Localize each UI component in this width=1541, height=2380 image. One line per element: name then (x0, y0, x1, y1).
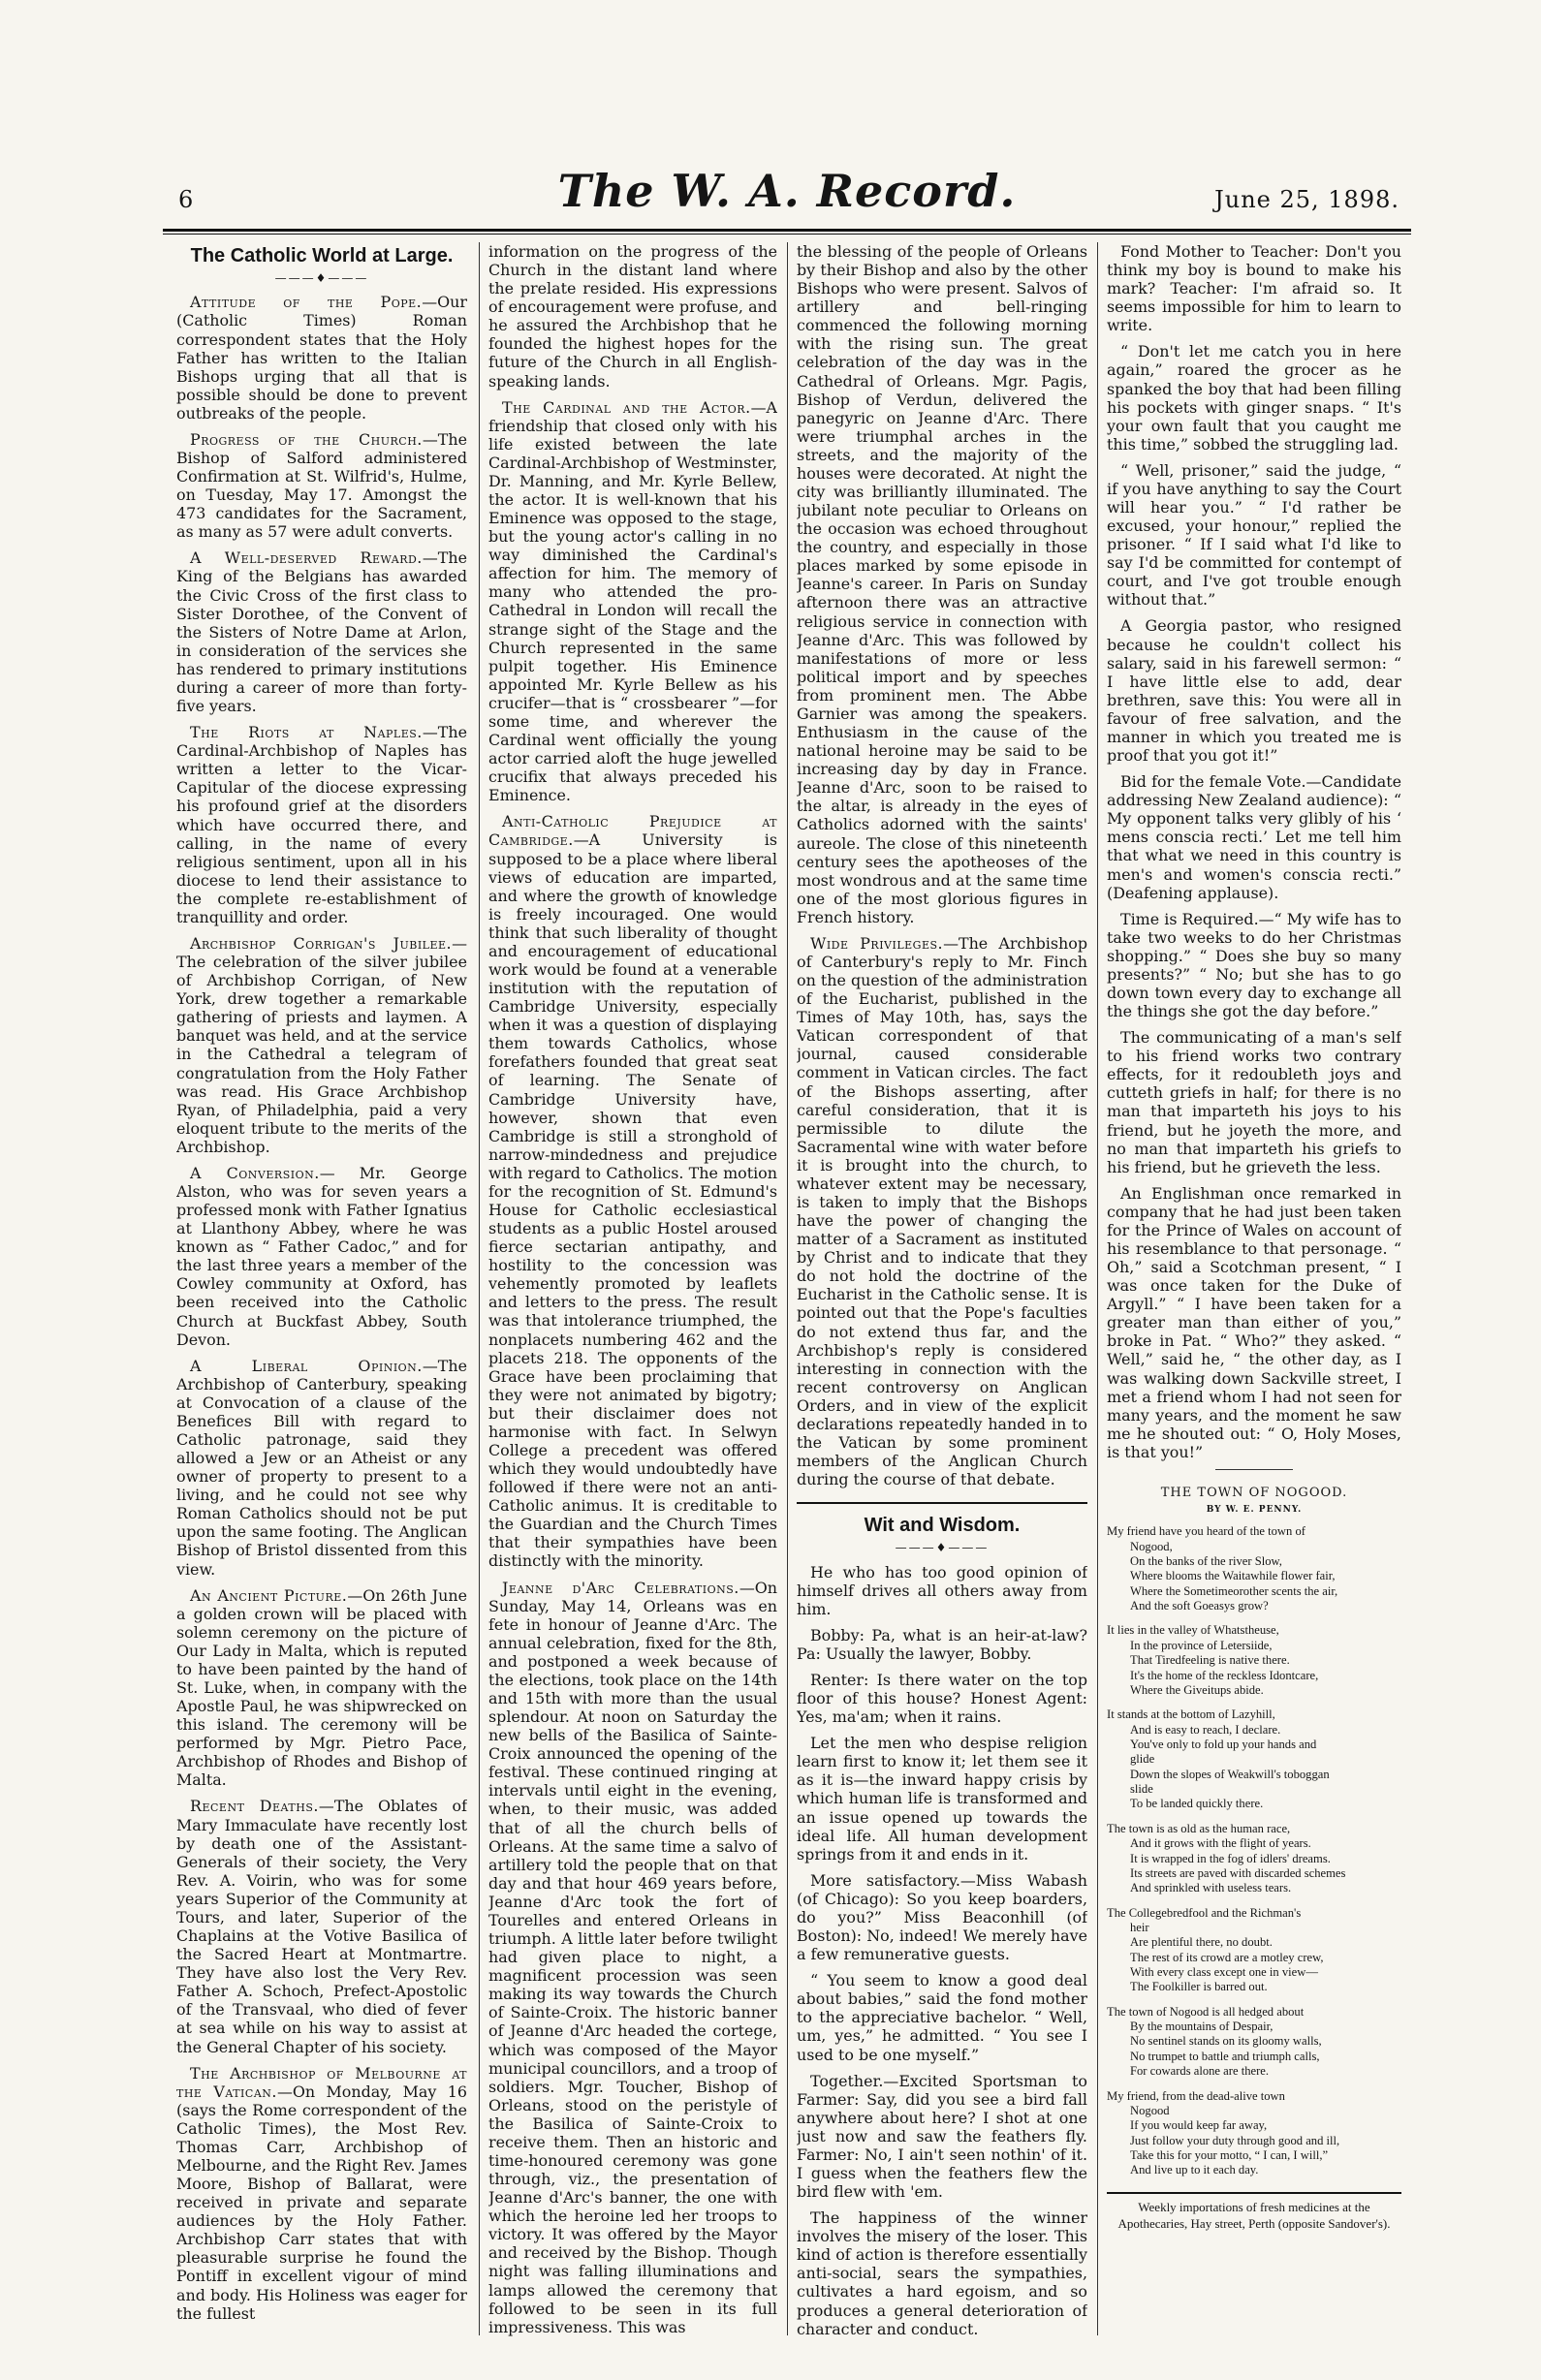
article-paragraph (797, 934, 1087, 1488)
poem-line: It is wrapped in the fog of idlers' dreams. (1130, 1851, 1331, 1865)
poem-title: THE TOWN OF NOGOOD. (1160, 1485, 1348, 1500)
column-divider (479, 242, 480, 2335)
advertisement: Weekly importations of fresh medicines at the Apothecaries, Hay street, Perth (opposite Sandover's). (1107, 2192, 1401, 2233)
article-heading: Jeanne d'Arc Celebrations. (502, 1578, 739, 1597)
divider (1215, 1469, 1293, 1470)
poem-stanza (1107, 2089, 1401, 2178)
article-heading: Archbishop Corrigan's Jubilee. (190, 933, 453, 953)
ornament: ———♦——— (895, 1541, 990, 1555)
poem-line: The rest of its crowd are a motley crew, (1130, 1950, 1324, 1964)
article-paragraph (176, 430, 467, 541)
columns (163, 242, 1411, 2351)
joke-paragraph: “ Don't let me catch you in here again,” roared the grocer as he spanked the boy that had been filling his pockets with ginger snaps. “ It's your own fault that you caught me this time,” sobbed the struggling lad. (1107, 342, 1401, 454)
poem-line: slide (1130, 1782, 1153, 1797)
article-body: —A friendship that closed only with his life existed between the late Cardinal-Archbishop of Westminster, Dr. Manning, and Mr. Kyrle Bellew, the actor. It is well-known that his Eminence was opposed to the stage, but the young actor's calling in no way diminished the Cardinal's affection for him. The memory of many who attended the pro-Cathedral in London will recall the strange sight of the Stage and the Church represented in the same pulpit together. His Eminence appointed Mr. Kyrle Bellew as his crucifer—that is “ crossbearer ”—for some time, and wherever the Cardinal went officially the young actor carried aloft the huge jewelled crucifix that always preceded his Eminence. (488, 397, 777, 805)
joke-paragraph: A Georgia pastor, who resigned because he couldn't collect his salary, said in his farewell sermon: “ I have little else to add, dear brethren, save this: You were all in favour of free salvation, and the manner in which you treated me is proof that you got it!” (1107, 616, 1401, 766)
poem-line: Where blooms the Waitawhile flower fair, (1130, 1569, 1336, 1583)
poem-line: And live up to it each day. (1130, 2163, 1259, 2177)
masthead (163, 165, 1411, 225)
article-paragraph (176, 548, 467, 715)
article-heading: Progress of the Church. (190, 429, 423, 449)
poem-line: For cowards alone are there. (1130, 2064, 1270, 2079)
poem-stanza (1107, 2005, 1401, 2080)
poem-line: That Tiredfeeling is native there. (1130, 1653, 1290, 1668)
article-paragraph (176, 1797, 467, 2055)
article-body: —Our (Catholic Times) Roman correspondent states that the Holy Father has written to the Italian Bishops urging that all that is possible should be done to prevent outbreaks of the people. (176, 293, 467, 423)
poem-line: Nogood, (1130, 1539, 1173, 1553)
newspaper-title: The W. A. Record. (557, 165, 1017, 217)
poem-line: Take this for your motto, “ I can, I will,” (1130, 2147, 1329, 2162)
ornament: ———♦——— (274, 271, 369, 285)
poem-line: And is easy to reach, I declare. (1130, 1722, 1281, 1737)
poem-line: The Collegebredfool and the Richman's (1107, 1905, 1302, 1920)
poem-line: On the banks of the river Slow, (1130, 1554, 1282, 1569)
wit-paragraph: He who has too good opinion of himself drives all others away from him. (797, 1562, 1087, 1618)
poem-line: And sprinkled with useless tears. (1130, 1881, 1292, 1895)
poem-line: Nogood (1130, 2103, 1170, 2117)
article-heading: Anti-Catholic Prejudice at Cambridge. (488, 812, 777, 850)
poem-stanza (1107, 1707, 1401, 1812)
article-heading: An Ancient Picture. (190, 1585, 348, 1605)
column-2 (488, 242, 777, 2351)
poem-stanza (1107, 1906, 1401, 1995)
joke-paragraph: The communicating of a man's self to his friend works two contrary effects, for it redoubleth joys and cutteth griefs in half; for there is no man that imparteth his joys to his friend, but he joyeth the more, and no man that imparteth his griefs to his friend, but he grieveth the less. (1107, 1028, 1401, 1176)
joke-paragraph: Fond Mother to Teacher: Don't you think my boy is bound to make his mark? Teacher: I'm afraid so. It seems impossible for him to learn to write. (1107, 242, 1401, 335)
article-heading: A Conversion. (190, 1163, 320, 1182)
article-body: —The King of the Belgians has awarded the Civic Cross of the first class to Sister Dorothee, of the Convent of the Sisters of Notre Dame at Arlon, in consideration of the services she has rendered to primary institutions during a career of more than forty-five years. (176, 548, 467, 716)
article-continuation: information on the progress of the Church in the distant land where the prelate resided. His expressions of encouragement were profuse, and he assured the Archbishop that he founded the highest hopes for the future of the Church in all English-speaking lands. (488, 242, 777, 391)
article-body: —On 26th June a golden crown will be placed with solemn ceremony on the picture of Our Lady in Malta, which is reputed to have been painted by the hand of St. Luke, when, in company with the Apostle Paul, he was shipwrecked on this island. The ceremony will be performed by Mgr. Pietro Pace, Archbishop of Rhodes and Bishop of Malta. (176, 1585, 467, 1790)
joke-paragraph: Time is Required.—“ My wife has to take two weeks to do her Christmas shopping.” “ Does she buy so many presents?” “ No; but she has to go down town every day to exchange all the things she got the day before.” (1107, 909, 1401, 1021)
column-divider (787, 242, 788, 2335)
poem-stanza (1107, 1623, 1401, 1698)
poem-line: Are plentiful there, no doubt. (1130, 1935, 1273, 1950)
poem-line: heir (1130, 1920, 1149, 1934)
poem-line: No sentinel stands on its gloomy walls, (1130, 2034, 1322, 2049)
poem-line: It's the home of the reckless Idontcare, (1130, 1668, 1319, 1682)
poem-line: The Foolkiller is barred out. (1130, 1980, 1268, 1994)
wit-paragraph: The happiness of the winner involves the misery of the loser. This kind of action is therefore essentially anti-social, sears the sympathies, cultivates a hard egoism, and so produces a general deterioration of character and conduct. (797, 2208, 1087, 2338)
poem-line: Where the Sometimeorother scents the air, (1130, 1583, 1338, 1598)
wit-list (797, 1563, 1087, 2338)
wit-paragraph: More satisfactory.—Miss Wabash (of Chicago): So you keep boarders, do you?” Miss Beaconhill (of Boston): No, indeed! We merely have a few remunerative guests. (797, 1870, 1087, 1964)
poem-line: No trumpet to battle and triumph calls, (1130, 2049, 1320, 2063)
joke-paragraph: Bid for the female Vote.—Candidate addressing New Zealand audience): “ My opponent talks very glibly of his ‘ mens conscia recti.’ Let me tell him that what we need in this country is men's and women's conscia recti.” (Deafening applause). (1107, 772, 1401, 902)
article-list (488, 398, 777, 2336)
article-continuation: the blessing of the people of Orleans by their Bishop and also by the other Bishops who were present. Salvos of artillery and bell-ringing commenced the following morning with the rising sun. The great celebration of the day was in the Cathedral of Orleans. Mgr. Pagis, Bishop of Verdun, delivered the panegyric on Jeanne d'Arc. There were triumphal arches in the streets, and the majority of the houses were decorated. At night the city was brilliantly illuminated. The jubilant note peculiar to Orleans on the occasion was echoed throughout the country, and especially in those places marked by some episode in Jeanne's career. In Paris on Sunday afternoon there was an attractive religious service in connection with Jeanne d'Arc. This was followed by manifestations of more or less political import and by speeches from prominent men. The Abbe Garnier was among the speakers. Enthusiasm in the cause of the national heroine may be said to be increasing day by day in France. Jeanne d'Arc, soon to be raised to the altar, is already in the eyes of Catholics adorned with the saints' aureole. The close of this nineteenth century sees the apotheoses of the most wondrous and at the same time one of the most glorious figures in French history. (797, 242, 1087, 926)
article-heading: Recent Deaths. (190, 1797, 319, 1816)
poem-line: You've only to fold up your hands and (1130, 1737, 1317, 1751)
jokes-list (1107, 242, 1401, 1461)
masthead-rule (163, 229, 1411, 232)
article-paragraph (176, 1586, 467, 1790)
newspaper-page (163, 165, 1411, 2351)
article-paragraph (176, 293, 467, 423)
article-list (176, 293, 467, 2322)
article-body: —On Sunday, May 14, Orleans was en fete in honour of Jeanne d'Arc. The annual celebration, fixed for the 8th, and postponed a week because of the elections, took place on the 14th and 15th with more than the usual splendour. At noon on Saturday the new bells of the Basilica of Sainte-Croix announced the opening of the festival. These continued ringing at intervals until eight in the evening, when, to their music, was added that of all the church bells of Orleans. At the same time a salvo of artillery told the people that on that day and that hour 469 years before, Jeanne d'Arc took the fort of Tourelles and entered Orleans in triumph. A little later before twilight had given place to night, a magnificent procession was seen making its way towards the Church of Sainte-Croix. The historic banner of Jeanne d'Arc headed the cortege, which was composed of the Mayor municipal councillors, and a troop of soldiers. Mgr. Toucher, Bishop of Orleans, stood on the peristyle of the Basilica of Sainte-Croix to receive them. Then an historic and time-honoured ceremony was gone through, viz., the presentation of Jeanne d'Arc's banner, the one with which the heroine led her troops to victory. It was offered by the Mayor and received by the Bishop. Though night was falling illuminations and lamps allowed the ceremony that followed to be seen in its full impressiveness. This was (488, 1578, 777, 2336)
poem-line: My friend, from the dead-alive town (1107, 2088, 1285, 2103)
article-paragraph (176, 723, 467, 926)
article-paragraph (176, 1164, 467, 1349)
article-paragraph (176, 1357, 467, 1579)
article-paragraph (488, 812, 777, 1570)
article-heading: A Liberal Opinion. (190, 1356, 423, 1375)
poem-line: In the province of Letersiide, (1130, 1638, 1273, 1652)
article-heading: A Well-deserved Reward. (190, 548, 423, 568)
poem-line: The town is as old as the human race, (1107, 1821, 1291, 1835)
article-paragraph (488, 398, 777, 805)
article-paragraph (176, 934, 467, 1156)
poem-line: glide (1130, 1752, 1155, 1767)
column-4 (1107, 242, 1401, 2351)
wit-paragraph: “ You seem to know a good deal about babies,” said the fond mother to the appreciative bachelor. “ Well, um, yes,” he admitted. “ You see I used to be one myself.” (797, 1971, 1087, 2064)
poem-line: By the mountains of Despair, (1130, 2020, 1274, 2034)
poem-line: My friend have you heard of the town of (1107, 1524, 1305, 1539)
article-body: —The Bishop of Salford administered Confirmation at St. Wilfrid's, Hulme, on Tuesday, May 17. Amongst the 473 candidates for the Sacrament, as many as 57 were adult converts. (176, 429, 467, 542)
article-body: —A University is supposed to be a place where liberal views of education are imparted, and where the growth of knowledge is freely incouraged. One would think that such liberality of thought and encouragement of educational work would be found at a venerable institution with the reputation of Cambridge University, especially when it was a question of displaying them towards Catholics, whose forefathers founded that great seat of learning. The Senate of Cambridge University have, however, shown that even Cambridge is still a stronghold of narrow-mindedness and prejudice with regard to Catholics. The motion for the recognition of St. Edmund's House for Catholic ecclesiastical students as a public Hostel aroused fierce sectarian antipathy, and hostility to the concession was vehemently promoted by leaflets and letters to the press. The result was that intolerance triumphed, the nonplacets numbering 462 and the placets 218. The opponents of the Grace have been proclaiming that they were not animated by bigotry; but their disclaimer does not harmonise with fact. In Selwyn College a precedent was offered which they would undoubtedly have followed if there were not an anti-Catholic animus. It is creditable to the Guardian and the Church Times that their sympathies have been distinctly with the minority. (488, 830, 777, 1571)
article-heading: Wide Privileges. (810, 933, 944, 953)
joke-paragraph: An Englishman once remarked in company that he had just been taken for the Prince of Wales on account of his resemblance to that personage. “ Oh,” said a Scotchman present, “ I was once taken for the Duke of Argyll.” “ I have been taken for a greater man than either of you,” broke in Pat. “ Who?” they asked. “ Well,” said he, “ the other day, as I was walking down Sackville street, I met a friend whom I had not seen for many years, and the moment he saw me he shouted out: “ O, Holy Moses, is that you!” (1107, 1183, 1401, 1461)
poem-line: Down the slopes of Weakwill's toboggan (1130, 1767, 1330, 1781)
article-heading: Attitude of the Pope. (190, 293, 423, 312)
article-heading: The Riots at Naples. (190, 723, 423, 742)
poem-line: To be landed quickly there. (1130, 1797, 1264, 1811)
article-body: —The Oblates of Mary Immaculate have recently lost by death one of the Assistant-Generals of their society, the Very Rev. A. Voirin, who was for some years Superior of the Community at Tours, and later, Superior of the Chaplains at the Votive Basilica of the Sacred Heart at Montmartre. They have also lost the Very Rev. Father A. Schoch, Prefect-Apostolic of the Transvaal, who died of fever at sea while on his way to assist at the General Chapter of his society. (176, 1797, 467, 2056)
poem-line: It lies in the valley of Whatstheuse, (1107, 1623, 1279, 1638)
poem (1107, 1524, 1401, 2177)
poem-line: With every class except one in view— (1130, 1965, 1318, 1980)
column-divider (1097, 242, 1098, 2335)
wit-section-title: Wit and Wisdom. (864, 1515, 1021, 1537)
joke-paragraph: “ Well, prisoner,” said the judge, “ if you have anything to say the Court will hear you.” “ I'd rather be excused, your honour,” replied the prisoner. “ If I said what I'd like to say I'd be committed for contempt of court, and I've got trouble enough without that.” (1107, 460, 1401, 610)
poem-line: If you would keep far away, (1130, 2118, 1268, 2133)
article-body: —The Archbishop of Canterbury, speaking at Convocation of a clause of the Benefices Bill with regard to Catholic patronage, said they allowed a Jew or an Atheist or any owner of property to present to a living, and he could not see why Roman Catholics should not be put upon the same footing. The Anglican Bishop of Bristol dissented from this view. (176, 1356, 467, 1579)
article-body: —The Cardinal-Archbishop of Naples has written a letter to the Vicar-Capitular of the diocese expressing his profound grief at the disorders which have occurred there, and calling, in the name of every religious sentiment, upon all in his diocese to lend their assistance to the complete re-establishment of tranquillity and order. (176, 723, 467, 926)
poem-line: Where the Giveitups abide. (1130, 1682, 1264, 1697)
section-rule (797, 1502, 1087, 1504)
article-body: — Mr. George Alston, who was for seven years a professed monk with Father Ignatius at Llanthony Abbey, where he was known as “ Father Cadoc,” and for the last three years a member of the Cowley community at Oxford, has been received into the Catholic Church at Buckfast Abbey, South Devon. (176, 1163, 467, 1349)
wit-paragraph: Together.—Excited Sportsman to Farmer: Say, did you see a bird fall anywhere about here? I shot at one just now and saw the feathers fly. Farmer: No, I ain't seen nothin' of it. I guess when the feathers flew the bird flew with 'em. (797, 2071, 1087, 2202)
poem-line: And the soft Goeasys grow? (1130, 1599, 1269, 1613)
issue-date: June 25, 1898. (1214, 186, 1399, 213)
wit-paragraph: Bobby: Pa, what is an heir-at-law? Pa: Usually the lawyer, Bobby. (797, 1625, 1087, 1663)
poem-line: The town of Nogood is all hedged about (1107, 2004, 1305, 2019)
section-title: The Catholic World at Large. (190, 245, 454, 266)
poem-line: Its streets are paved with discarded schemes (1130, 1865, 1346, 1880)
poem-stanza (1107, 1524, 1401, 1613)
poem-line: It stands at the bottom of Lazyhill, (1107, 1707, 1275, 1722)
article-body: —The Archbishop of Canterbury's reply to Mr. Finch on the question of the administration of the Eucharist, published in the Times of May 10th, has, says the Vatican correspondent of that journal, caused considerable comment in Vatican circles. The fact of the Bishops asserting, after careful consideration, that it is permissible to dilute the Sacramental wine with water before it is brought into the church, to whatever extent may be necessary, is taken to imply that the Bishops have the power of changing the matter of a Sacrament as instituted by Christ and to indicate that they do not hold the doctrine of the Eucharist in the Catholic sense. It is pointed out that the Pope's faculties do not extend thus far, and the Archbishop's reply is considered interesting in connection with the recent controversy on Anglican Orders, and in view of the explicit declarations repeatedly handed in to the Vatican by some prominent members of the Anglican Church during the course of that debate. (797, 933, 1087, 1489)
column-3 (797, 242, 1087, 2351)
masthead-rule-thin (163, 234, 1411, 235)
article-body: —On Monday, May 16 (says the Rome correspondent of the Catholic Times), the Most Rev. Thomas Carr, Archbishop of Melbourne, and the Right Rev. James Moore, Bishop of Ballarat, were received in private and separate audiences by the Holy Father. Archbishop Carr states that with pleasurable surprise he found the Pontiff in excellent vigour of mind and body. His Holiness was eager for the fullest (176, 2082, 467, 2323)
article-paragraph (488, 1579, 777, 2336)
poem-byline: BY W. E. PENNY. (1206, 1504, 1303, 1515)
column-1 (176, 242, 467, 2351)
article-heading: The Archbishop of Melbourne at the Vatican. (176, 2063, 467, 2101)
wit-paragraph: Renter: Is there water on the top floor of this house? Honest Agent: Yes, ma'am; when it rains. (797, 1671, 1087, 1727)
article-paragraph (176, 2064, 467, 2323)
poem-stanza (1107, 1822, 1401, 1896)
poem-line: And it grows with the flight of years. (1130, 1836, 1311, 1851)
wit-paragraph: Let the men who despise religion learn first to know it; let them see it as it is—the inward happy crisis by which human life is transformed and an issue opened up towards the ideal life. All human development springs from it and ends in it. (797, 1734, 1087, 1863)
article-heading: The Cardinal and the Actor. (502, 397, 751, 417)
article-body: —The celebration of the silver jubilee of Archbishop Corrigan, of New York, drew together a remarkable gathering of priests and laymen. A banquet was held, and at the service in the Cathedral a telegram of congratulation from the Holy Father was read. His Grace Archbishop Ryan, of Philadelphia, paid a very eloquent tribute to the merits of the Archbishop. (176, 933, 467, 1156)
poem-line: Just follow your duty through good and ill, (1130, 2133, 1340, 2147)
page-number: 6 (178, 186, 194, 213)
